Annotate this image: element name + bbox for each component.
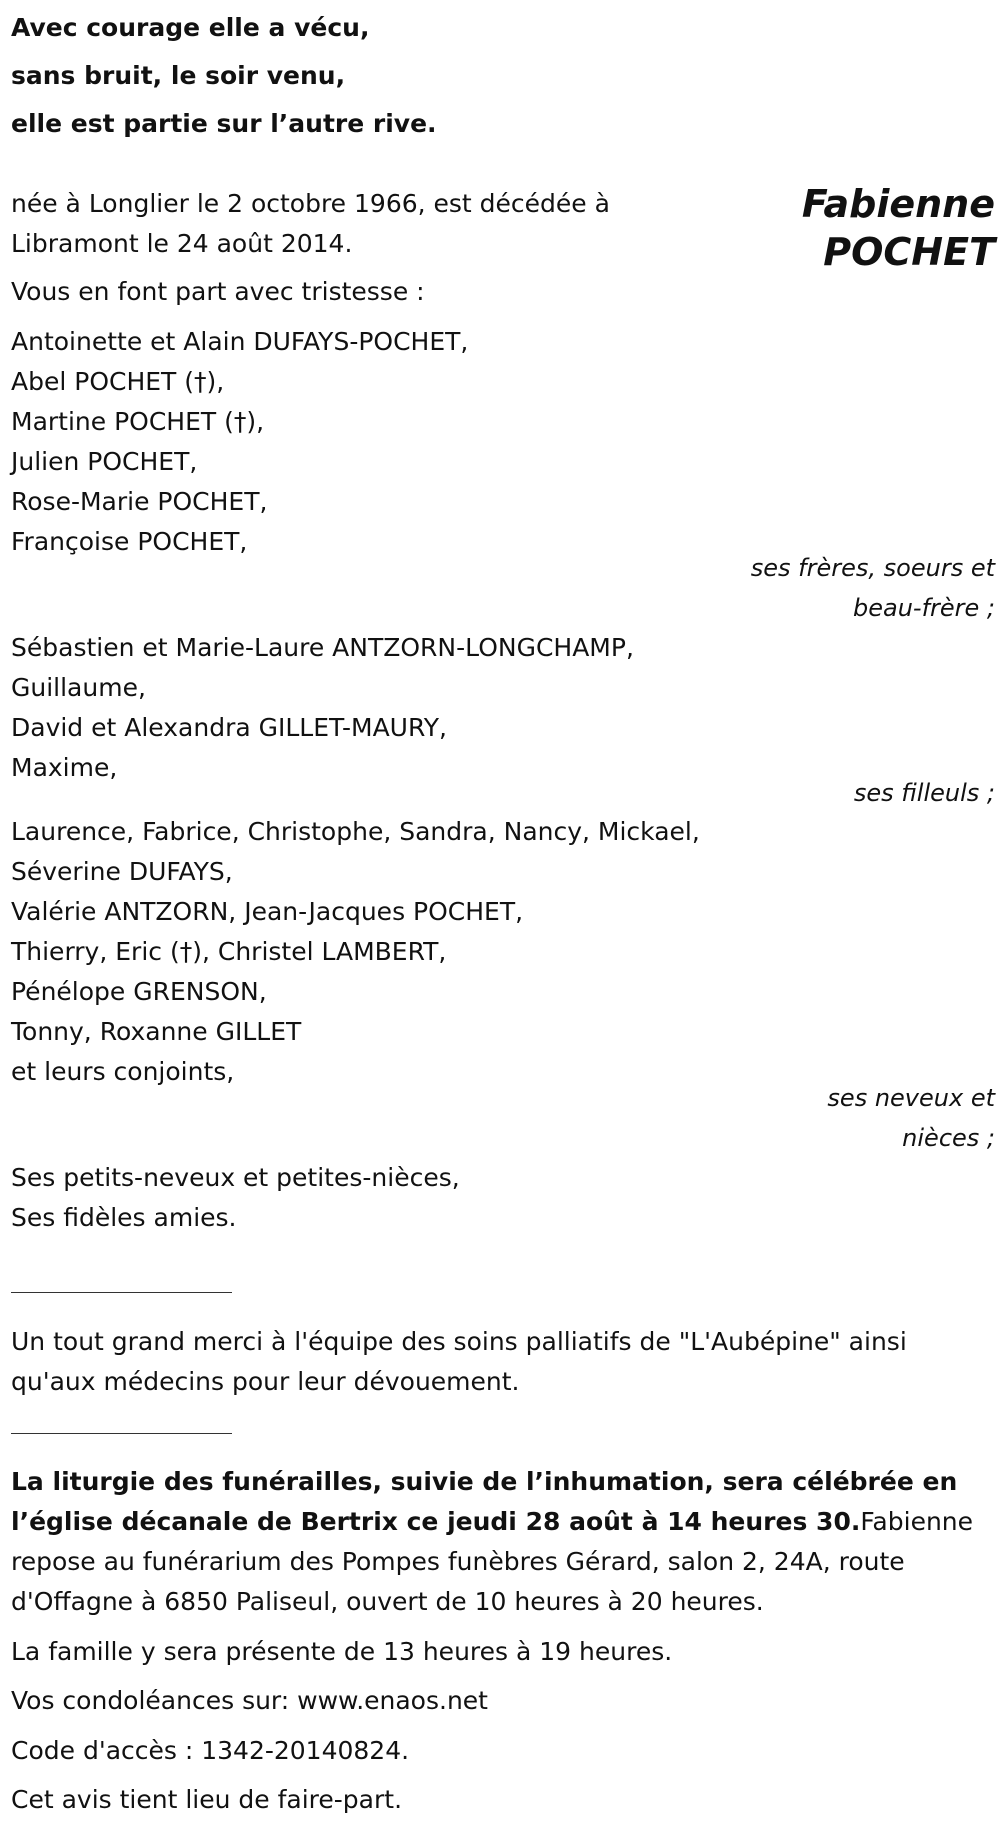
nephew-name: Laurence, Fabrice, Christophe, Sandra, Nancy, Mickael, <box>11 817 700 846</box>
poem-line: sans bruit, le soir venu, <box>11 61 346 90</box>
others-line: Ses petits-neveux et petites-nièces, <box>11 1163 460 1192</box>
funeral-bold-line: l’église décanale de Bertrix ce jeudi 28 août à 14 heures 30. <box>11 1507 861 1536</box>
funeral-line: d'Offagne à 6850 Paliseul, ouvert de 10 heures à 20 heures. <box>11 1587 764 1616</box>
nephew-name: Séverine DUFAYS, <box>11 857 233 886</box>
funeral-line <box>11 1502 973 1542</box>
deceased-last-name: POCHET <box>823 230 995 274</box>
thanks-line: Un tout grand merci à l'équipe des soins palliatifs de "L'Aubépine" ainsi <box>11 1327 907 1356</box>
separator-rule <box>11 1433 232 1434</box>
sibling-name: Julien POCHET, <box>11 447 198 476</box>
others-line: Ses fidèles amies. <box>11 1203 237 1232</box>
nephew-name: Valérie ANTZORN, Jean-Jacques POCHET, <box>11 897 524 926</box>
siblings-relation: ses frères, soeurs et <box>750 554 995 582</box>
funeral-bold-line: La liturgie des funérailles, suivie de l’inhumation, sera célébrée en <box>11 1467 958 1496</box>
thanks-line: qu'aux médecins pour leur dévouement. <box>11 1367 520 1396</box>
closing-line: Cet avis tient lieu de faire-part. <box>11 1785 403 1814</box>
separator-rule <box>11 1292 232 1293</box>
nephews-relation: nièces ; <box>902 1124 995 1152</box>
godchild-name: David et Alexandra GILLET-MAURY, <box>11 713 447 742</box>
funeral-line: repose au funérarium des Pompes funèbres Gérard, salon 2, 24A, route <box>11 1547 905 1576</box>
deceased-first-name: Fabienne <box>801 182 995 226</box>
nephew-name: Thierry, Eric (†), Christel LAMBERT, <box>11 937 447 966</box>
condolences-line: Vos condoléances sur: www.enaos.net <box>11 1686 488 1715</box>
nephew-name: Tonny, Roxanne GILLET <box>11 1017 302 1046</box>
access-code: Code d'accès : 1342-20140824. <box>11 1736 410 1765</box>
birth-death-line: née à Longlier le 2 octobre 1966, est décédée à <box>11 189 610 218</box>
birth-death-line: Libramont le 24 août 2014. <box>11 229 353 258</box>
funeral-line-rest: Fabienne <box>860 1507 974 1536</box>
sibling-name: Françoise POCHET, <box>11 527 248 556</box>
nephews-relation: ses neveux et <box>827 1084 995 1112</box>
sibling-name: Antoinette et Alain DUFAYS-POCHET, <box>11 327 469 356</box>
godchild-name: Sébastien et Marie-Laure ANTZORN-LONGCHAMP, <box>11 633 634 662</box>
sibling-name: Martine POCHET (†), <box>11 407 265 436</box>
family-presence: La famille y sera présente de 13 heures à 19 heures. <box>11 1637 673 1666</box>
godchild-name: Guillaume, <box>11 673 146 702</box>
godchild-name: Maxime, <box>11 753 118 782</box>
nephew-name: Pénélope GRENSON, <box>11 977 267 1006</box>
nephew-name: et leurs conjoints, <box>11 1057 235 1086</box>
sibling-name: Abel POCHET (†), <box>11 367 225 396</box>
siblings-relation: beau-frère ; <box>852 594 995 622</box>
deceased-name <box>802 180 995 276</box>
announce-intro: Vous en font part avec tristesse : <box>11 277 425 306</box>
godchildren-relation: ses filleuls ; <box>853 779 995 807</box>
poem-line: Avec courage elle a vécu, <box>11 13 370 42</box>
poem-line: elle est partie sur l’autre rive. <box>11 109 437 138</box>
sibling-name: Rose-Marie POCHET, <box>11 487 268 516</box>
